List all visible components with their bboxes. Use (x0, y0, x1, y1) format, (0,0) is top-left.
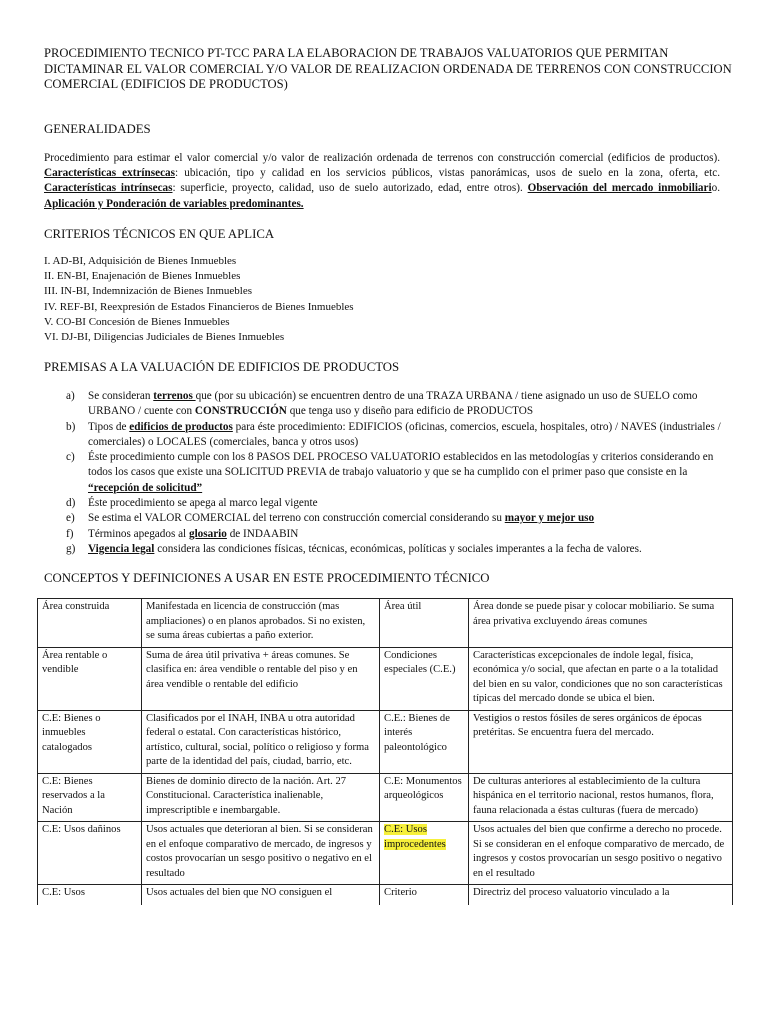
definitions-table (37, 598, 733, 905)
generalidades-heading: GENERALIDADES (44, 122, 151, 136)
list-item: f) Términos apegados al glosario de INDAABIN (66, 527, 299, 540)
term-cell: Área rentable o vendible (38, 647, 142, 710)
definition-cell: Características excepcionales de índole legal, física, económica y/o social, que afectan en parte o a la totalidad del bien en su valor, condiciones que no son características típicas del mercado donde se ubica el bien. (469, 647, 733, 710)
term-cell: C.E: Bienes o inmuebles catalogados (38, 710, 142, 773)
definition-cell: Clasificados por el INAH, INBA u otra autoridad federal o estatal. Con características histórico, artístico, cultural, social, político o religioso y forma parte de la identidad del país, ciudad, barrio, etc. (142, 710, 380, 773)
term-cell (380, 822, 469, 885)
criterios-heading: CRITERIOS TÉCNICOS EN QUE APLICA (44, 227, 275, 241)
term-cell: Área construida (38, 599, 142, 648)
caracteristicas-extrinsecas: Características extrínsecas (44, 167, 175, 180)
definition-cell: Usos actuales que deterioran al bien. Si se consideran en el enfoque comparativo de mercado, de ingresos y costos provocarían un sesgo positivo o negativo en el resultado (142, 822, 380, 885)
definition-cell: Directriz del proceso valuatorio vinculado a la (469, 885, 733, 906)
table-row (38, 773, 733, 822)
table-row (38, 822, 733, 885)
definition-cell: Bienes de dominio directo de la nación. Art. 27 Constitucional. Característica inalienable, imprescriptible e inembargable. (142, 773, 380, 822)
term-cell: C.E: Usos dañinos (38, 822, 142, 885)
term-cell: Área útil (380, 599, 469, 648)
list-item: IV. REF-BI, Reexpresión de Estados Financieros de Bienes Inmuebles (44, 300, 354, 313)
list-item: c) Éste procedimiento cumple con los 8 PASOS DEL PROCESO VALUATORIO establecidos en las metodologías y criterios considerando en todos los casos que existe una SOLICITUD PREVIA de trabajo valuatorio y que se ha cumplido con el primer paso que consiste en la “recepción de solicitud” (66, 451, 714, 494)
definition-cell: Suma de área útil privativa + áreas comunes. Se clasifica en: área vendible o rentable del piso y en área vendible o rentable del edificio (142, 647, 380, 710)
criterios-list (44, 254, 644, 345)
caracteristicas-intrinsecas: Características intrínsecas (44, 182, 173, 195)
table-row (38, 599, 733, 648)
premisas-heading: PREMISAS A LA VALUACIÓN DE EDIFICIOS DE PRODUCTOS (44, 360, 400, 374)
list-item: VI. DJ-BI, Diligencias Judiciales de Bienes Inmuebles (44, 331, 285, 344)
list-item: a) Se consideran terrenos que (por su ubicación) se encuentren dentro de una TRAZA URBANA / tiene asignado un uso de SUELO como URBANO / cuente con CONSTRUCCIÓN que tenga uso y diseño para edificio de PRODUCTOS (66, 390, 698, 418)
observacion-mercado: Observación del mercado inmobiliari (527, 182, 712, 195)
list-item: b) Tipos de edificios de productos para éste procedimiento: EDIFICIOS (oficinas, comercios, escuela, hospitales, otro) / NAVES (industriales / comerciales) o LOCALES (comerciales, banca y otros usos) (66, 420, 721, 448)
term-cell: C.E: Monumentos arqueológicos (380, 773, 469, 822)
term-cell: C.E: Bienes reservados a la Nación (38, 773, 142, 822)
highlighted-term: C.E: Usos improcedentes (384, 824, 446, 850)
document-title: PROCEDIMIENTO TECNICO PT-TCC PARA LA ELABORACION DE TRABAJOS VALUATORIOS QUE PERMITAN DICTAMINAR EL VALOR COMERCIAL Y/O VALOR DE REALIZACION ORDENADA DE TERRENOS CON CONSTRUCCION COMERCIAL (EDIFICIOS DE PRODUCTOS) (44, 46, 732, 91)
list-item: III. IN-BI, Indemnización de Bienes Inmuebles (44, 285, 253, 298)
generalidades-paragraph: Procedimiento para estimar el valor comercial y/o valor de realización ordenada de terrenos con construcción comercial (edificios de productos). Características extrínsecas: ubicación, tipo y calidad en los servicios públicos, vistas panorámicas, usos de suelo en la zona, oferta, etc. Características intrínsecas: superficie, proyecto, calidad, uso de suelo autorizado, edad, entre otros). Observación del mercado inmobiliario. Aplicación y Ponderación de variables predominantes. (44, 152, 720, 210)
list-item: d) Éste procedimiento se apega al marco legal vigente (66, 497, 318, 510)
list-item: g) Vigencia legal considera las condiciones físicas, técnicas, económicas, políticas y sociales imperantes a la fecha de valores. (66, 542, 642, 555)
premisas-list (44, 389, 724, 557)
table-row (38, 710, 733, 773)
term-cell: C.E.: Bienes de interés paleontológico (380, 710, 469, 773)
list-item: V. CO-BI Concesión de Bienes Inmuebles (44, 315, 230, 328)
aplicacion-ponderacion: Aplicación y Ponderación de variables predominantes. (44, 197, 304, 210)
definition-cell: Manifestada en licencia de construcción (mas ampliaciones) o en planos aprobados. Si no existen, se suma áreas cubiertas a paño exterior. (142, 599, 380, 648)
table-row (38, 647, 733, 710)
conceptos-heading: CONCEPTOS Y DEFINICIONES A USAR EN ESTE PROCEDIMIENTO TÉCNICO (44, 571, 490, 585)
term-cell: Condiciones especiales (C.E.) (380, 647, 469, 710)
definition-cell: De culturas anteriores al establecimiento de la cultura hispánica en el territorio nacional, restos humanos, flora, fauna relacionada a éstas culturas (fuera de mercado) (469, 773, 733, 822)
definition-cell: Usos actuales del bien que confirme a derecho no procede. Si se consideran en el enfoque comparativo de mercado, de ingresos y costos provocarían un sesgo positivo o negativo en el resultado (469, 822, 733, 885)
term-cell: Criterio (380, 885, 469, 906)
definition-cell: Vestigios o restos fósiles de seres orgánicos de épocas pretéritas. Se encuentra fuera del mercado. (469, 710, 733, 773)
list-item: II. EN-BI, Enajenación de Bienes Inmuebles (44, 270, 241, 283)
list-item: I. AD-BI, Adquisición de Bienes Inmuebles (44, 255, 237, 267)
definition-cell: Área donde se puede pisar y colocar mobiliario. Se suma área privativa excluyendo áreas comunes (469, 599, 733, 648)
term-cell: C.E: Usos (38, 885, 142, 906)
definition-cell: Usos actuales del bien que NO consiguen el (142, 885, 380, 906)
table-row (38, 885, 733, 906)
list-item: e) Se estima el VALOR COMERCIAL del terreno con construcción comercial considerando su mayor y mejor uso (66, 512, 595, 525)
